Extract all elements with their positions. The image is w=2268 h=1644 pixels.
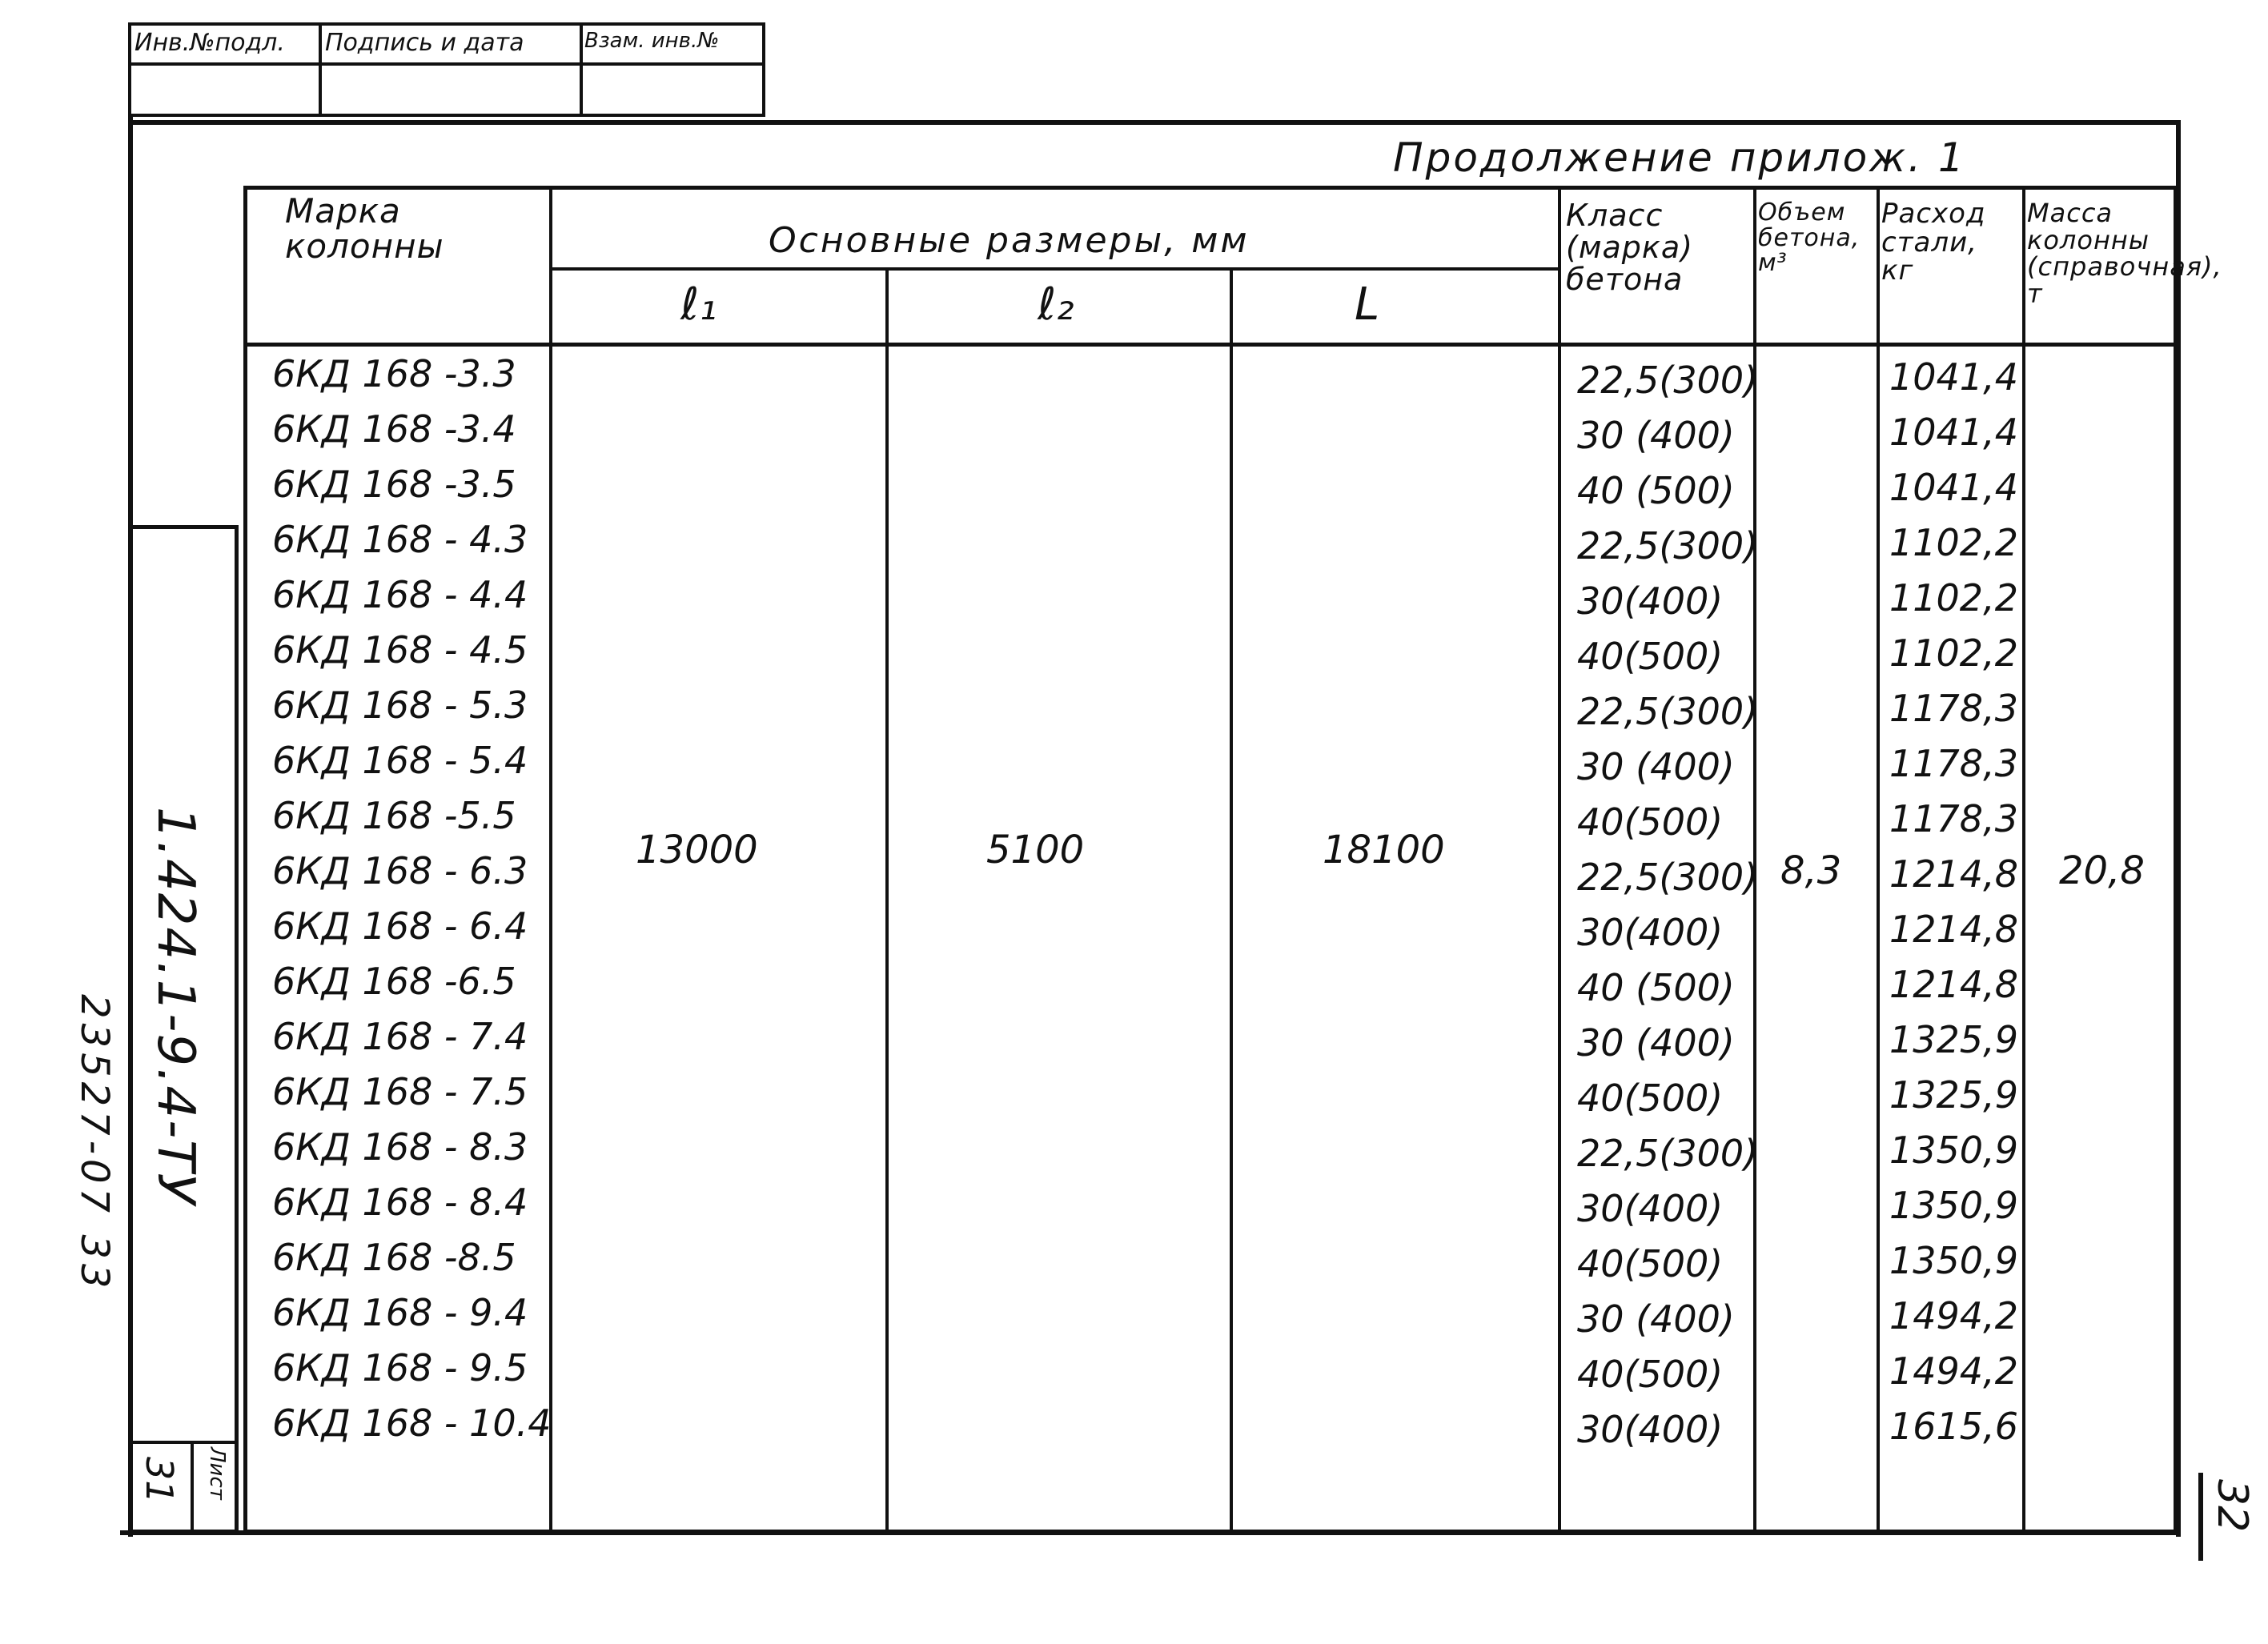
sheet-label: Лист (205, 1447, 229, 1500)
stamp-divider (319, 22, 322, 117)
row-mark: 6КД 168 -6.5 (272, 960, 516, 1003)
row-mark: 6КД 168 - 4.4 (272, 573, 528, 616)
row-concrete-class: 40(500) (1577, 1077, 1724, 1120)
row-mark: 6КД 168 -5.5 (272, 794, 516, 837)
row-concrete-class: 30 (400) (1577, 1021, 1735, 1065)
row-mark: 6КД 168 -3.4 (272, 407, 516, 451)
row-concrete-class: 22,5(300) (1577, 1132, 1759, 1175)
col-divider-steel (2022, 186, 2025, 1534)
row-mark: 6КД 168 -3.5 (272, 463, 516, 506)
row-steel: 1102,2 (1889, 576, 2018, 620)
archive-number: 23527-07 33 (72, 994, 117, 1293)
side-strip-divider (191, 1441, 194, 1534)
header-concrete-class: Класс (марка) бетона (1566, 198, 1693, 297)
row-concrete-class: 30(400) (1577, 1408, 1724, 1451)
row-concrete-class: 30 (400) (1577, 414, 1735, 457)
header-concrete-volume: Объем бетона, м³ (1758, 198, 1861, 277)
stamp-inv-no: Инв.№подл. (134, 29, 285, 57)
row-mark: 6КД 168 - 7.5 (272, 1070, 528, 1113)
header-L: L (1355, 279, 1380, 331)
header-mass: Масса колонны (справочная), т (2027, 198, 2222, 309)
stamp-signature-date: Подпись и дата (325, 29, 524, 57)
doc-code: 1.424.1-9.4-ТУ (146, 807, 205, 1206)
value-volume: 8,3 (1780, 848, 1842, 893)
sheet-number: 31 (138, 1457, 181, 1504)
page-number: 32 (2208, 1479, 2256, 1533)
row-concrete-class: 22,5(300) (1577, 524, 1759, 567)
row-concrete-class: 30(400) (1577, 911, 1724, 954)
header-steel: Расход стали, кг (1881, 198, 1986, 287)
row-mark: 6КД 168 - 6.4 (272, 904, 528, 948)
header-sub-divider (551, 267, 1561, 271)
stamp-divider (128, 62, 765, 66)
row-steel: 1178,3 (1889, 742, 2018, 785)
row-steel: 1350,9 (1889, 1239, 2018, 1282)
main-table (243, 186, 2222, 1534)
row-steel: 1041,4 (1889, 466, 2018, 509)
row-steel: 1102,2 (1889, 521, 2018, 564)
page-tab-line (2198, 1473, 2203, 1561)
row-mark: 6КД 168 - 10.4 (272, 1401, 552, 1445)
stamp-replace-inv: Взам. инв.№ (584, 29, 720, 53)
value-l1: 13000 (636, 828, 758, 872)
value-mass: 20,8 (2059, 848, 2145, 893)
col-divider-dims (1558, 186, 1561, 1534)
row-concrete-class: 30(400) (1577, 1187, 1724, 1230)
row-steel: 1214,8 (1889, 963, 2018, 1006)
row-mark: 6КД 168 -3.3 (272, 352, 516, 395)
header-main-dims: Основные размеры, мм (769, 220, 1250, 261)
frame-top (128, 120, 2178, 125)
row-concrete-class: 40(500) (1577, 1242, 1724, 1285)
row-mark: 6КД 168 - 5.4 (272, 739, 528, 782)
row-steel: 1494,2 (1889, 1294, 2018, 1337)
row-steel: 1350,9 (1889, 1184, 2018, 1227)
header-l2: ℓ₂ (1038, 279, 1074, 331)
row-steel: 1615,6 (1889, 1405, 2018, 1448)
row-mark: 6КД 168 - 8.3 (272, 1125, 528, 1169)
row-concrete-class: 40 (500) (1577, 966, 1735, 1009)
row-steel: 1325,9 (1889, 1018, 2018, 1061)
row-concrete-class: 22,5(300) (1577, 856, 1759, 899)
row-concrete-class: 40(500) (1577, 800, 1724, 844)
row-concrete-class: 22,5(300) (1577, 690, 1759, 733)
value-l2: 5100 (986, 828, 1085, 872)
value-L: 18100 (1323, 828, 1445, 872)
row-concrete-class: 30 (400) (1577, 745, 1735, 788)
row-concrete-class: 30 (400) (1577, 1297, 1735, 1341)
row-mark: 6КД 168 - 9.4 (272, 1291, 528, 1334)
col-divider-l1 (885, 267, 889, 1534)
header-bottom (243, 343, 2178, 347)
row-mark: 6КД 168 - 7.4 (272, 1015, 528, 1058)
row-steel: 1214,8 (1889, 852, 2018, 896)
row-steel: 1041,4 (1889, 355, 2018, 399)
row-steel: 1178,3 (1889, 797, 2018, 840)
side-strip-divider (128, 1441, 239, 1444)
row-steel: 1325,9 (1889, 1073, 2018, 1117)
row-steel: 1350,9 (1889, 1129, 2018, 1172)
row-mark: 6КД 168 - 8.4 (272, 1181, 528, 1224)
row-concrete-class: 40(500) (1577, 635, 1724, 678)
row-concrete-class: 40 (500) (1577, 469, 1735, 512)
row-concrete-class: 22,5(300) (1577, 359, 1759, 402)
row-mark: 6КД 168 -8.5 (272, 1236, 516, 1279)
row-steel: 1214,8 (1889, 908, 2018, 951)
row-steel: 1041,4 (1889, 411, 2018, 454)
col-divider-l2 (1230, 267, 1233, 1534)
row-concrete-class: 30(400) (1577, 579, 1724, 623)
row-mark: 6КД 168 - 4.3 (272, 518, 528, 561)
row-steel: 1494,2 (1889, 1349, 2018, 1393)
row-mark: 6КД 168 - 9.5 (272, 1346, 528, 1389)
row-mark: 6КД 168 - 4.5 (272, 628, 528, 672)
row-concrete-class: 40(500) (1577, 1353, 1724, 1396)
row-mark: 6КД 168 - 5.3 (272, 684, 528, 727)
row-steel: 1102,2 (1889, 632, 2018, 675)
row-mark: 6КД 168 - 6.3 (272, 849, 528, 892)
stamp-divider (580, 22, 583, 117)
continuation-title: Продолжение прилож. 1 (1393, 134, 1966, 181)
col-divider-volume (1877, 186, 1880, 1534)
header-l1: ℓ₁ (680, 279, 717, 331)
row-steel: 1178,3 (1889, 687, 2018, 730)
col-divider-mark (549, 186, 552, 1534)
header-mark: Марка колонны (285, 191, 444, 267)
